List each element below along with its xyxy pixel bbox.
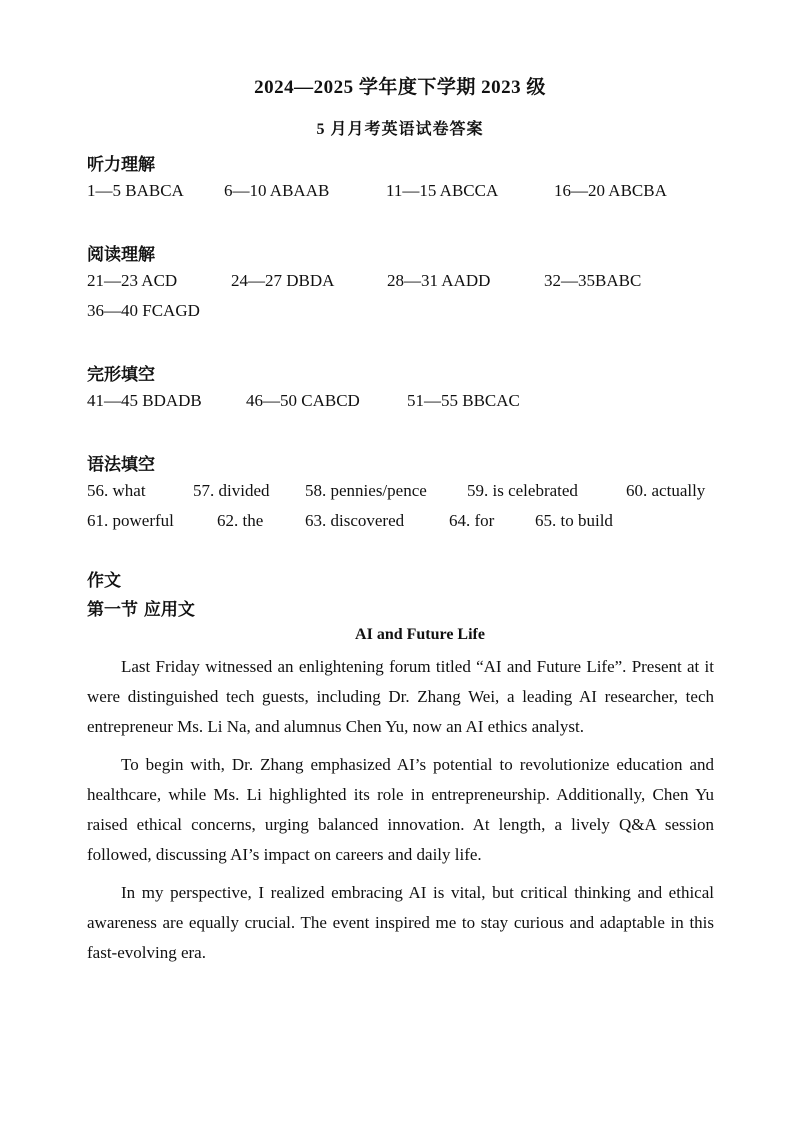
answer-group: 41—45 BDADB (87, 391, 202, 410)
page-subtitle: 5 月月考英语试卷答案 (316, 121, 484, 138)
answer-group: 28—31 AADD (387, 271, 491, 290)
page-title: 2024—2025 学年度下学期 2023 级 (254, 77, 546, 98)
answer-group: 16—20 ABCBA (554, 181, 667, 200)
grammar-heading: 语法填空 (87, 455, 155, 475)
reading-heading: 阅读理解 (87, 245, 155, 265)
answer-group: 24—27 DBDA (231, 271, 335, 290)
answer-item: 65. to build (535, 511, 613, 530)
answer-group: 46—50 CABCD (246, 391, 360, 410)
answer-group: 6—10 ABAAB (224, 181, 330, 200)
essay-paragraph: In my perspective, I realized embracing AI is vital, but critical thinking and ethical awareness are equally crucial. The event inspired me to stay curious and adaptable in this fast-evolving era. (87, 883, 714, 962)
listening-heading: 听力理解 (87, 155, 155, 175)
answer-item: 59. is celebrated (467, 481, 578, 500)
answer-item: 62. the (217, 511, 264, 530)
writing-heading: 作文 (87, 571, 121, 591)
answer-item: 57. divided (193, 481, 270, 500)
answer-item: 60. actually (626, 481, 706, 500)
answer-item: 61. powerful (87, 511, 174, 530)
essay-title: AI and Future Life (355, 626, 485, 643)
answer-group: 21—23 ACD (87, 271, 178, 290)
answer-group: 36—40 FCAGD (87, 301, 200, 320)
writing-section-title: 第一节 应用文 (87, 600, 195, 620)
answer-item: 63. discovered (305, 511, 405, 530)
essay-paragraph: Last Friday witnessed an enlightening forum titled “AI and Future Life”. Present at it were distinguished tech guests, including Dr. Zhang Wei, a leading AI researcher, tech entrepreneur Ms. Li Na, and alumnus Chen Yu, now an AI ethics analyst. (87, 657, 714, 736)
cloze-heading: 完形填空 (87, 365, 155, 385)
answer-group: 51—55 BBCAC (407, 391, 520, 410)
answer-item: 58. pennies/pence (305, 481, 427, 500)
answer-item: 56. what (87, 481, 146, 500)
answer-item: 64. for (449, 511, 495, 530)
essay-paragraph: To begin with, Dr. Zhang emphasized AI’s potential to revolutionize education and healthcare, while Ms. Li highlighted its role in entrepreneurship. Additionally, Chen Yu raised ethical concerns, urging balanced innovation. At length, a lively Q&A session followed, discussing AI’s impact on careers and daily life. (87, 755, 714, 864)
essay-body (87, 652, 714, 976)
answer-group: 1—5 BABCA (87, 181, 184, 200)
answer-group: 11—15 ABCCA (386, 181, 499, 200)
answer-group: 32—35BABC (544, 271, 642, 290)
